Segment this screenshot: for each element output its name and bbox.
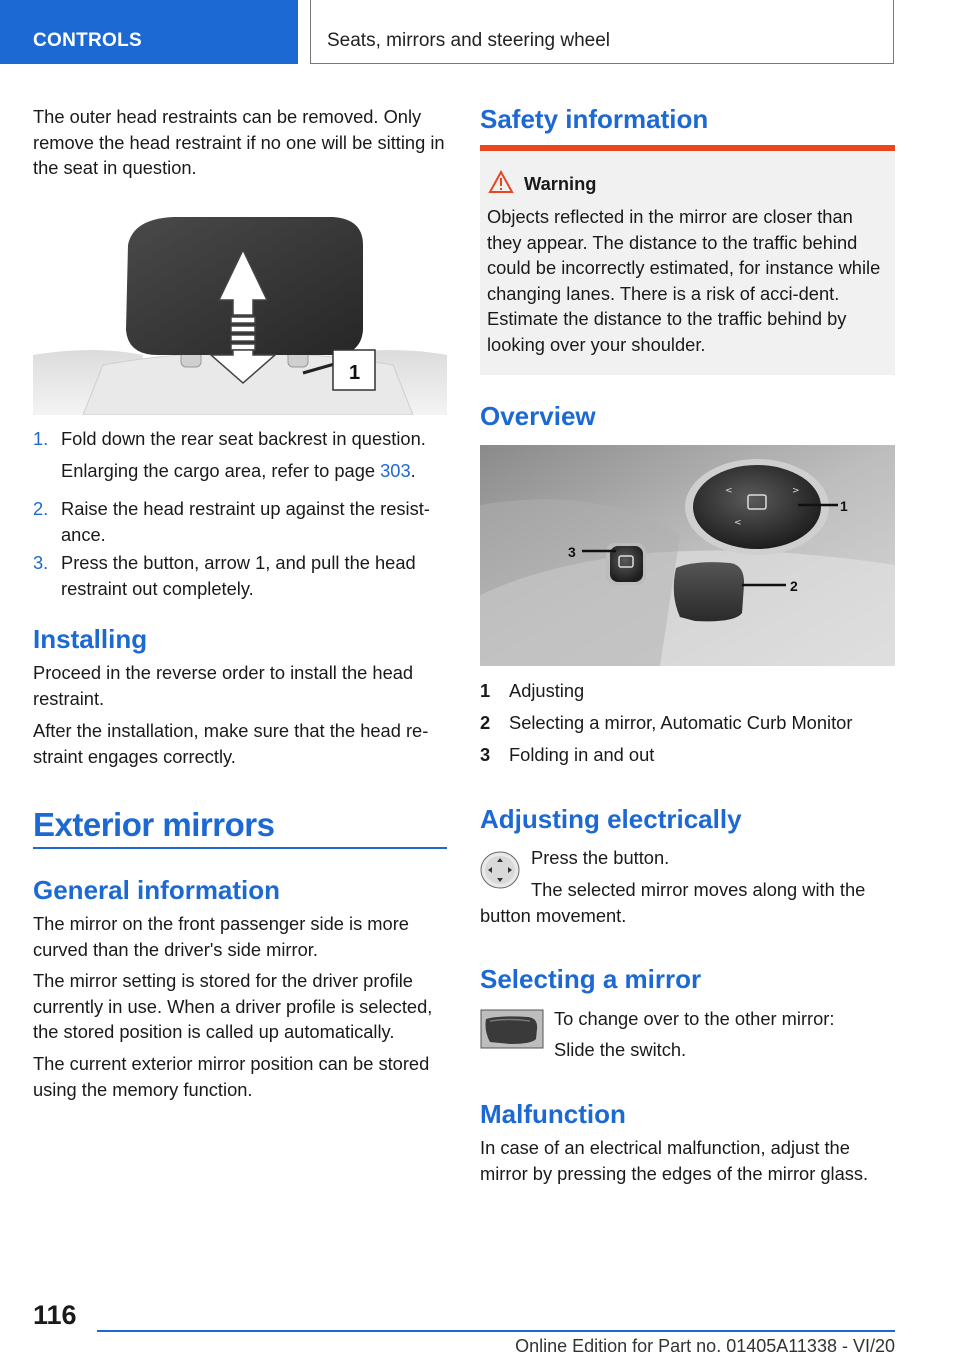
overview-heading: Overview [480,401,596,431]
chapter-tab [310,0,894,64]
mirror-controls-illustration [480,445,895,666]
exterior-mirrors-heading: Exterior mirrors [33,806,275,843]
section-tab [0,0,298,64]
installing-paragraph: After the installation, make sure that the head re-straint engages correctly. [33,720,429,767]
adjusting-paragraph: Press the button. [531,847,670,868]
malfunction-heading: Malfunction [480,1099,626,1129]
head-restraint-illustration [33,205,447,415]
heading-rule [33,847,447,849]
svg-text:<: < [734,518,742,528]
intro-paragraph: The outer head restraints can be removed. Only remove the head restraint if no one will be sitting in the seat in question. [33,106,445,178]
svg-text:>: > [792,486,800,496]
mirror-controls-figure [480,445,895,666]
callout-label-1: 1 [840,498,848,514]
step-number: 1. [33,428,49,449]
step-number: 3. [33,552,49,573]
general-paragraph: The mirror on the front passenger side is more curved than the driver's side mirror. [33,913,409,960]
selecting-heading: Selecting a mirror [480,964,702,994]
installing-paragraph: Proceed in the reverse order to install the head restraint. [33,662,414,709]
adjusting-heading: Adjusting electrically [480,804,742,834]
legend-number: 3 [480,744,491,765]
warning-text: Objects reflected in the mirror are closer than they appear. The distance to the traffic behind could be incorrectly estimated, for instance while changing lanes. There is a risk of acci-dent. Estimate the distance to the traffic behind by looking over your shoulder. [487,206,881,355]
legend-number: 1 [480,680,491,701]
legend-text: Selecting a mirror, Automatic Curb Monitor [509,712,853,733]
malfunction-paragraph: In case of an electrical malfunction, adjust the mirror by pressing the edges of the mirror glass. [480,1137,869,1184]
callout-label-3: 3 [568,544,576,560]
page-number: 116 [33,1300,77,1330]
warning-label: Warning [524,173,597,194]
installing-heading: Installing [33,624,148,654]
mirror-switch-icon [480,1009,544,1054]
legend-text: Adjusting [509,680,585,701]
step-text: Fold down the rear seat backrest in question. [61,428,426,449]
head-restraint-figure [33,205,447,415]
svg-text:<: < [725,486,733,496]
adjusting-paragraph: The selected mirror moves along with the button movement. [480,879,866,926]
legend-text: Folding in and out [509,744,655,765]
step-text: Raise the head restraint up against the resist-ance. [61,498,430,545]
selecting-paragraph: Slide the switch. [554,1039,687,1060]
step-text: Press the button, arrow 1, and pull the head restraint out completely. [61,552,416,599]
page-reference-link[interactable]: 303 [380,460,411,481]
safety-heading: Safety information [480,104,709,134]
footer-rule [97,1330,895,1332]
general-paragraph: The current exterior mirror position can be stored using the memory function. [33,1053,430,1100]
section-title: CONTROLS [33,30,143,51]
selecting-paragraph: To change over to the other mirror: [554,1008,835,1029]
general-info-heading: General information [33,875,281,905]
callout-label-1: 1 [349,362,361,384]
general-paragraph: The mirror setting is stored for the driver profile currently in use. When a driver profile is selected, the stored position is called up automatically. [33,970,433,1042]
step-note: Enlarging the cargo area, refer to page 303. [61,460,416,481]
legend-number: 2 [480,712,491,733]
warning-triangle-icon [488,170,514,199]
footer-edition: Online Edition for Part no. 01405A11338 - VI/20 [515,1336,895,1356]
chapter-title: Seats, mirrors and steering wheel [327,30,611,51]
step-number: 2. [33,498,49,519]
callout-label-2: 2 [790,578,798,594]
